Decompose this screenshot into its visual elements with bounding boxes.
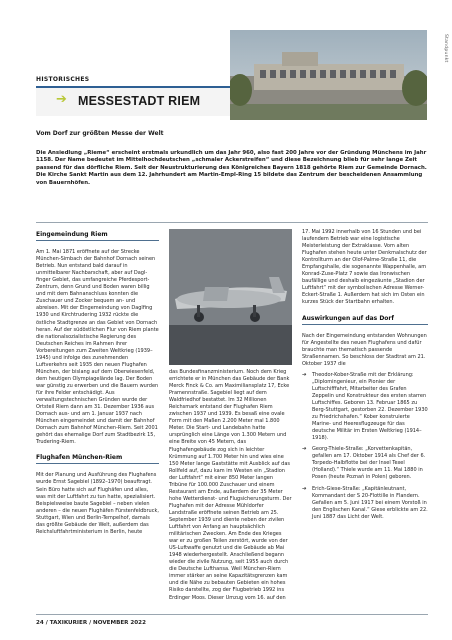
subtitle: Vom Dorf zur größten Messe der Welt xyxy=(36,130,164,137)
paragraph: 17. Mai 1992 innerhalb von 16 Stunden und bei laufendem Betrieb war eine logistische Meisterleistung der Extraklasse. Vom alten Flughafen stehen heute unter Denkmalschutz der Kontrollturm an der Olof-Palme-Straße 11, die Empfangshalle, die sogenannte Wappenhalle, am Konrad-Zuse-Platz 7 sowie das Ironwischen baufällige und deshalb eingezäunte „Stadion der Luftfahrt“ mit der symbolischen Adresse Werner-Eckert-Straße 1. Außerdem hat sich im Osten ein kurzes Stück der Startbahn erhalten. xyxy=(302,229,427,306)
column-3 xyxy=(302,229,428,525)
list-item-text: Georg-Thiele-Straße: „Korvettenkapitän, gefallen am 17. Oktober 1914 als Chef der 6. Torpedo-Halbflotte bei der Insel Texel (Holland).“ Thiele wurde am 11. Mai 1880 in Posen (heute Poznań in Polen) geboren. xyxy=(312,446,426,481)
list-item xyxy=(302,486,428,521)
heading-flughafen: Flughafen München-Riem xyxy=(36,454,159,464)
intro-paragraph: Die Ansiedlung „Rieme“ erscheint erstmals urkundlich um das Jahr 960, also fast 200 Jahre vor der Gründung Münchens im Jahr 1158. Der Name bedeutet im Mittelhochdeutschen „schmaler Ackerstreifen“ und diese Bezeichnung blieb für sehr lange Zeit passend für das dörfliche Riem. Seit der Neustrukturierung des Königreiches Bayern 1818 gehörte Riem zur Gemeinde Dornach. Die Kirche Sankt Martin aus dem 12. Jahrhundert am Martin-Empl-Ring 15 bildete das Zentrum der bescheidenen Ansammlung von Bauernhöfen. xyxy=(36,150,427,186)
airport-building-photo xyxy=(230,30,427,120)
arrow-right-icon: ➔ xyxy=(302,371,307,378)
arrow-right-icon: ➔ xyxy=(302,485,307,492)
paragraph: das Bundesfinanzministerium. Noch dem Krieg errichtete er in München das Gebäude der Bank Merck Finck & Co. am Maximiliansplatz 17, Ecke Pramennstraße. Sagebiel liegt auf dem Waldfriedhof bestattet. Im 32 Millionen Reichsmark entstand der Flughafen Riem zwischen 1937 und 1939. Es besaß eine ovale Form mit den Maßen 2.200 Meter mal 1.800 Meter. Die Start- und Landebahn hatte ursprünglich eine Länge von 1.300 Metern und eine Breite von 45 Metern, das Flughafengebäude zog sich in leichter Krümmung auf 1.700 Meter hin und wies eine 150 Meter lange Gaststätte mit Ausblick auf das Rollfeld auf, dazu kam im Westen ein „Stadion der Luftfahrt“ mit einer 850 Meter langen Tribüne für 100.000 Zuschauer und einem Restaurant am Ende, außerdem der 35 Meter hohe Wetterdienst- und Flugsicherungsturm. Der Flughafen mit der Adresse Mühldorfer Landstraße eröffnete seinen Betrieb am 25. September 1939 und diente neben der zivilen Luftfahrt von Anfang an hauptsächlich militärischen Zwecken. Am Ende des Krieges war er zu großen Teilen zerstört, wurde von der US-Luftwaffe genutzt und die Gebäude ab Mai 1948 wiederhergestellt. Anschließend begann wieder die zivile Nutzung, seit 1955 auch durch die Deutsche Lufthansa. Weil München-Riem immer stärker an seine Kapazitätsgrenzen kam und die Nähe zu bebauten Gebieten ein hohes Risiko darstellte, zog der Flugbetrieb 1992 ins Erdinger Moos. Dieser Umzug vom 16. auf den xyxy=(169,369,292,601)
list-item-text: Erich-Giese-Straße: „Kapitänleutnant, Kommandant der S 20-Flottille in Flandern. Gefallen am 5. Juni 1917 bei einem Vorstoß in den Englischen Kanal.“ Giese erblickte am 22. Juni 1887 das Licht der Welt. xyxy=(312,485,428,520)
column-2 xyxy=(169,369,292,606)
arrow-right-icon: ➔ xyxy=(56,92,67,107)
heading-auswirkungen: Auswirkungen auf das Dorf xyxy=(302,315,428,325)
paragraph: Am 1. Mai 1871 eröffnete auf der Strecke München-Simbach der Bahnhof Dornach seinen Betrieb. Nun entstand bald darauf in unmittelbarer Nachbarschaft, aber auf Dagl-finger Gebiet, das umfangreiche Pferdesport-Zentrum, denn Grund und Boden waren billig und mit dem Bahnanschluss konnten die Zuschauer und Zocker bequem an- und abreisen. Mit der Eingemeindung von Daglfing 1930 und Kirchtrudering 1932 rückte die östliche Stadtgrenze an das Gebiet von Dornach heran. Auf der südöstlichen Flur von Riem plante die nationalsozialistische Regierung des Deutschen Reiches im Rahmen ihrer Vorbereitungen zum Zweiten Weltkrieg (1939–1945) und infolge des zunehmenden Luftverkehrs seit 1935 den neuen Flughafen München, der bislang auf dem Oberwiesenfeld, dem heutigen Olympiagelände lag. Der Boden war günstig zu erwerben und die Bauern wurden für ihre Felder entschädigt. Aus verwaltungstechnischen Gründen wurde der Ortsteil Riem dann am 31. Dezember 1936 aus Dornach aus- und am 1. Januar 1937 nach München eingemeindet und damit der Bahnhof Dornach zum Bahnhof München-Riem. Seit 2001 gehört das ehemalige Dorf zum Stadtbezirk 15, Trudering-Riem. xyxy=(36,249,159,446)
footer-divider xyxy=(36,614,428,615)
list-item xyxy=(302,446,428,481)
page-footer: 24 / TAXIKURIER / NOVEMBER 2022 xyxy=(36,620,146,626)
divider xyxy=(36,222,428,223)
page-title: MESSESTADT RIEM xyxy=(78,94,201,108)
heading-eingemeindung: Eingemeindung Riem xyxy=(36,231,159,241)
paragraph: Nach der Eingemeindung entstanden Wohnungen für Angestellte des neuen Flughafens und dafür brauchte man thematisch passende Straßennamen. So beschloss der Stadtrat am 21. Oktober 1937 die xyxy=(302,332,427,367)
list-item-text: Theodor-Kober-Straße mit der Erklärung: „Diplomingenieur, ein Pionier der Luftschifffahrt, Mitarbeiter des Grafen Zeppelin und Konstrukteur des ersten starren Luftschiffes. Geboren 13. Februar 1865 zu Berg-Stuttgart, gestorben 22. Dezember 1930 zu Friedrichshafen.“ Kober konstruierte Marine- und Heeresflugzeuge für das deutsche Militär im Ersten Weltkrieg (1914–1918). xyxy=(312,371,428,442)
paragraph: Mit der Planung und Ausführung des Flughafens wurde Ernst Sagebiel (1892–1970) beauftragt. Sein Büro hatte sich auf Flughäfen und alles, was mit der Luftfahrt zu tun hatte, spezialisiert. Beispielsweise baute Sagebiel – neben vielen anderen – die neuen Flughäfen Fürstenfeldbruck, Stuttgart, Wien und Berlin-Tempelhof, damals das größte Gebäude der Welt, außerdem das Reichsluftfahrtministerium in Berlin, heute xyxy=(36,472,159,535)
column-1 xyxy=(36,229,159,540)
side-tag: Standpunkt xyxy=(443,34,448,63)
title-bar xyxy=(36,86,230,116)
list-item xyxy=(302,372,428,442)
arrow-right-icon: ➔ xyxy=(302,446,307,453)
section-label: HISTORISCHES xyxy=(36,76,90,83)
airplane-photo xyxy=(169,229,292,365)
